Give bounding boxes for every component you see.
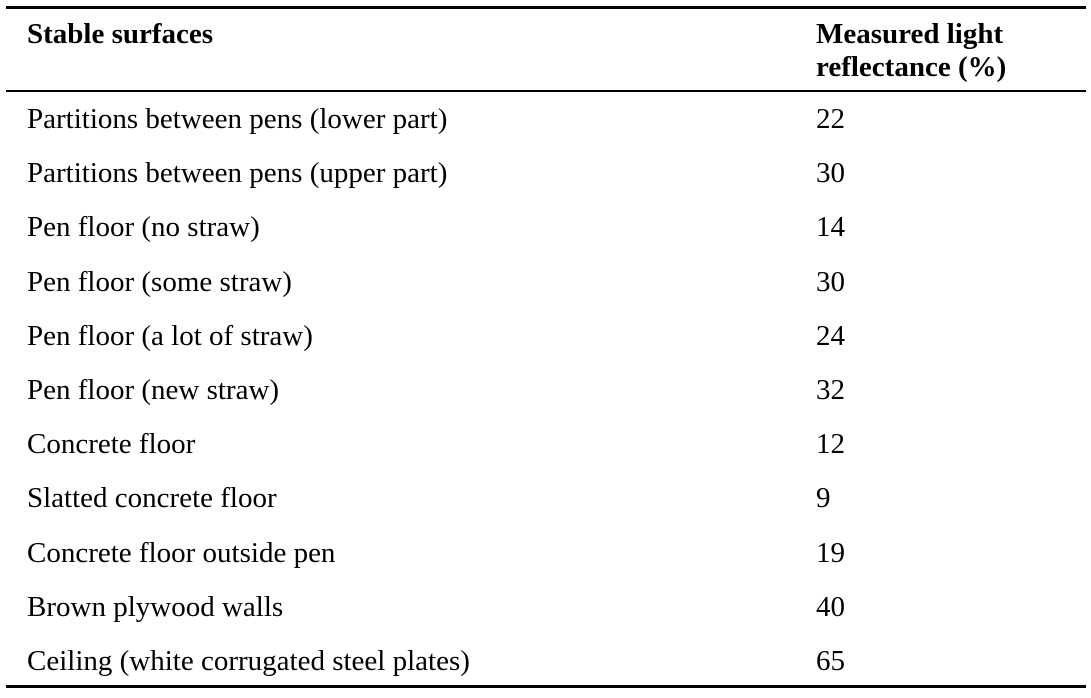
reflectance-cell: 9 — [816, 482, 831, 515]
table-row — [6, 580, 1086, 634]
header-stable-surfaces: Stable surfaces — [27, 18, 214, 50]
table-row — [6, 363, 1086, 417]
reflectance-cell: 65 — [816, 644, 845, 677]
table-row — [6, 471, 1086, 525]
reflectance-cell: 14 — [816, 211, 845, 244]
table-row — [6, 92, 1086, 146]
surface-cell: Pen floor (a lot of straw) — [27, 319, 313, 352]
reflectance-cell: 40 — [816, 590, 845, 623]
table-row — [6, 526, 1086, 580]
surface-cell: Concrete floor outside pen — [27, 536, 336, 569]
header-reflectance-line1: Measured light — [816, 18, 1004, 50]
reflectance-cell: 22 — [816, 103, 845, 135]
surface-cell: Partitions between pens (lower part) — [27, 103, 448, 135]
table-row — [6, 200, 1086, 254]
surface-cell: Concrete floor — [27, 428, 196, 461]
reflectance-cell: 30 — [816, 157, 845, 190]
reflectance-cell: 12 — [816, 428, 845, 461]
surface-cell: Pen floor (new straw) — [27, 373, 280, 406]
table-header-row — [6, 12, 1086, 90]
table-top-rule — [6, 6, 1086, 9]
surface-cell: Ceiling (white corrugated steel plates) — [27, 644, 470, 677]
table-row — [6, 634, 1086, 688]
table-body — [6, 92, 1086, 688]
header-reflectance-line2: reflectance (%) — [816, 51, 1007, 83]
surface-cell: Partitions between pens (upper part) — [27, 157, 448, 190]
reflectance-cell: 32 — [816, 373, 845, 406]
surface-cell: Pen floor (some straw) — [27, 265, 292, 298]
reflectance-cell: 30 — [816, 265, 845, 298]
reflectance-table — [6, 6, 1086, 688]
table-bottom-rule — [6, 685, 1086, 688]
reflectance-cell: 24 — [816, 319, 845, 352]
table-row — [6, 146, 1086, 200]
header-measured-reflectance — [816, 18, 1076, 84]
table-row — [6, 255, 1086, 309]
surface-cell: Pen floor (no straw) — [27, 211, 260, 244]
surface-cell: Slatted concrete floor — [27, 482, 277, 515]
reflectance-cell: 19 — [816, 536, 845, 569]
table-row — [6, 309, 1086, 363]
table-row — [6, 417, 1086, 471]
surface-cell: Brown plywood walls — [27, 590, 284, 623]
